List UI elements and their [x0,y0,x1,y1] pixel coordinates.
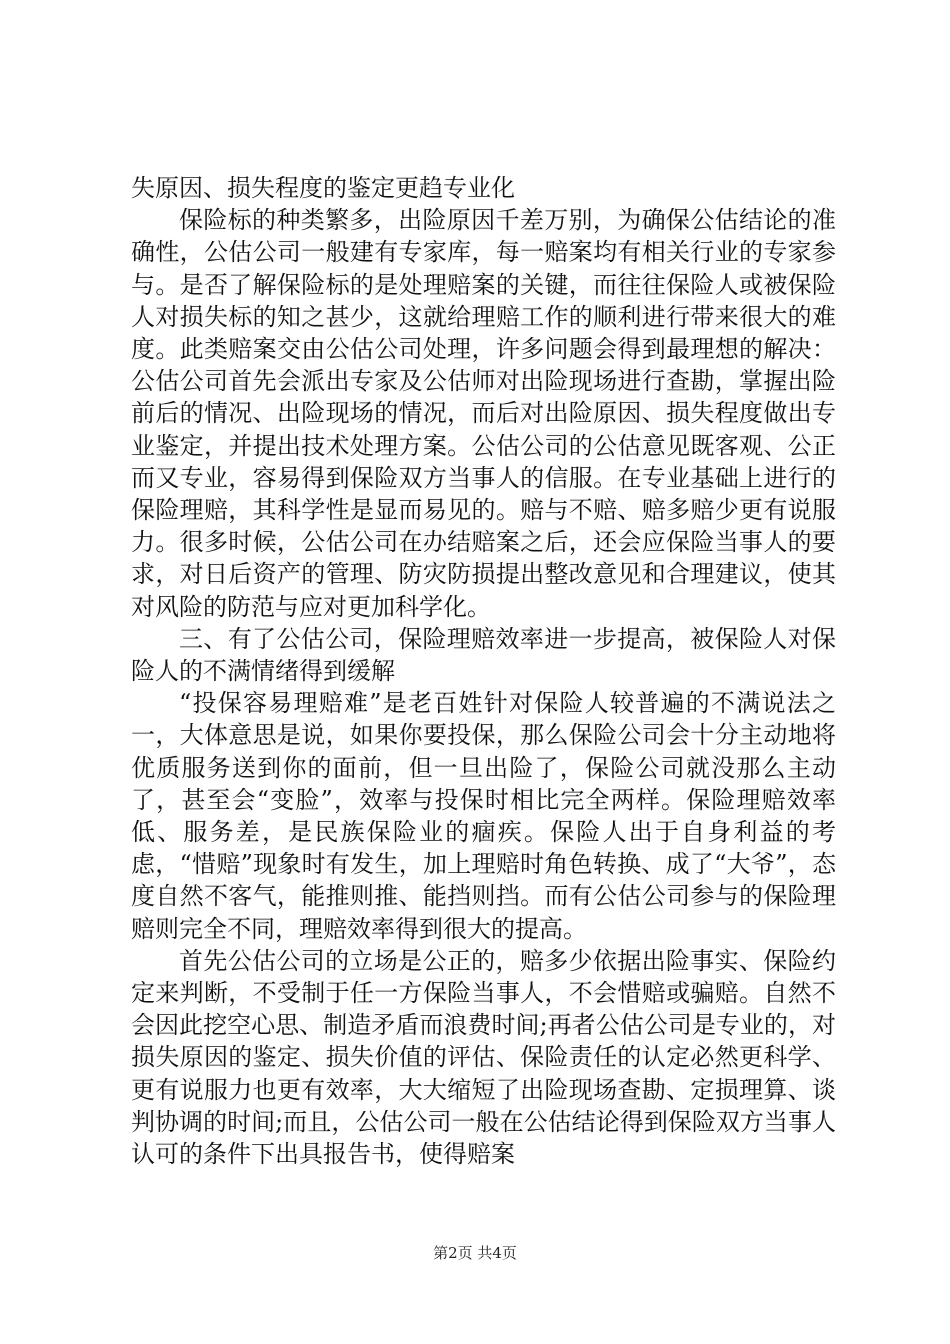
page-number-footer: 第2页 共4页 [433,1244,517,1262]
paragraph-1: 失原因、损失程度的鉴定更趋专业化 [131,174,515,202]
paragraph-5: 首先公估公司的立场是公正的，赔多少依据出险事实、保险约定来判断，不受制于任一方保险当事人，不会惜赔或骗赔。自然不会因此挖空心思、制造矛盾而浪费时间;再者公估公司是专业的，对损失原因的鉴定、损失价值的评估、保险责任的认定必然更科学、更有说服力也更有效率，大大缩短了出险现场查勘、定损理算、谈判协调的时间;而且，公估公司一般在公估结论得到保险双方当事人认可的条件下出具报告书，使得赔案 [131,946,836,1169]
paragraph-4: “投保容易理赔难”是老百姓针对保险人较普遍的不满说法之一，大体意思是说，如果你要投保，那么保险公司会十分主动地将优质服务送到你的面前，但一旦出险了，保险公司就没那么主动了，甚至会“变脸”，效率与投保时相比完全两样。保险理赔效率低、服务差，是民族保险业的痼疾。保险人出于自身利益的考虑，“惜赔”现象时有发生，加上理赔时角色转换、成了“大爷”，态度自然不客气，能推则推、能挡则挡。而有公估公司参与的保险理赔则完全不同，理赔效率得到很大的提高。 [131,689,836,943]
document-body [131,172,836,1170]
paragraph-2: 保险标的种类繁多，出险原因千差万别，为确保公估结论的准确性，公估公司一般建有专家库，每一赔案均有相关行业的专家参与。是否了解保险标的是处理赔案的关键，而往往保险人或被保险人对损失标的知之甚少，这就给理赔工作的顺利进行带来很大的难度。此类赔案交由公估公司处理，许多问题会得到最理想的解决：公估公司首先会派出专家及公估师对出险现场进行查勘，掌握出险前后的情况、出险现场的情况，而后对出险原因、损失程度做出专业鉴定，并提出技术处理方案。公估公司的公估意见既客观、公正而又专业，容易得到保险双方当事人的信服。在专业基础上进行的保险理赔，其科学性是显而易见的。赔与不赔、赔多赔少更有说服力。很多时候，公估公司在办结赔案之后，还会应保险当事人的要求，对日后资产的管理、防灾防损提出整改意见和合理建议，使其对风险的防范与应对更加科学化。 [131,206,836,621]
section-heading-3: 三、有了公估公司，保险理赔效率进一步提高，被保险人对保险人的不满情绪得到缓解 [131,624,836,686]
